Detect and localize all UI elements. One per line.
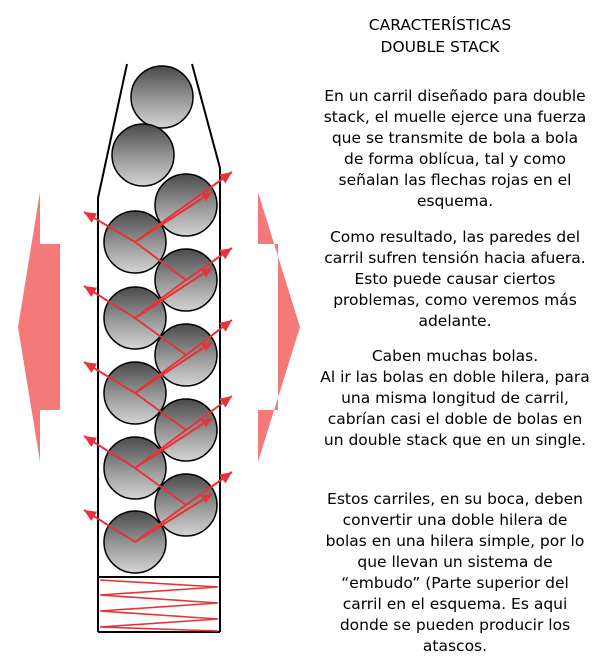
force-arrow-head [84, 286, 97, 297]
paragraph-funnel: Estos carriles, en su boca, deben convertir una doble hilera de bolas en una hilera simple, por lo que llevan un sistema de “embudo” (Parte superior del carril en el esquema. Es aqui donde se pueden producir los atascos. [325, 490, 585, 655]
title-line-2: DOUBLE STACK [380, 38, 500, 56]
ball [131, 66, 193, 128]
force-arrow-head [84, 510, 97, 521]
page-title [310, 14, 570, 58]
force-arrow-head [219, 248, 232, 259]
paragraph-capacity: Caben muchas bolas. Al ir las bolas en doble hilera, para una misma longitud de carril, cabrían casi el doble de bolas en un double stack que en un single. [320, 347, 590, 449]
balls-group [104, 66, 217, 573]
ball [112, 124, 174, 186]
title-line-1: CARACTERÍSTICAS [368, 16, 512, 34]
force-arrow-head [219, 320, 232, 332]
force-arrow-head [84, 436, 97, 447]
force-arrow-head [84, 362, 97, 373]
force-arrow-head [219, 396, 232, 407]
force-arrow-head [219, 472, 232, 483]
force-arrow-head [84, 212, 97, 223]
right-tension-arrow [258, 192, 300, 462]
double-stack-diagram [0, 0, 300, 656]
spring [100, 580, 218, 631]
force-arrow-head [219, 172, 232, 183]
paragraph-transmission: En un carril diseñado para double stack, el muelle ejerce una fuerza que se transmite de bola a bola de forma oblícua, tal y como señalan las flechas rojas en el esquema. [323, 87, 587, 210]
left-tension-arrow [18, 192, 60, 462]
paragraph-wall-tension: Como resultado, las paredes del carril sufren tensión hacia afuera. Esto puede causar ciertos problemas, como veremos más adelante. [324, 228, 586, 330]
